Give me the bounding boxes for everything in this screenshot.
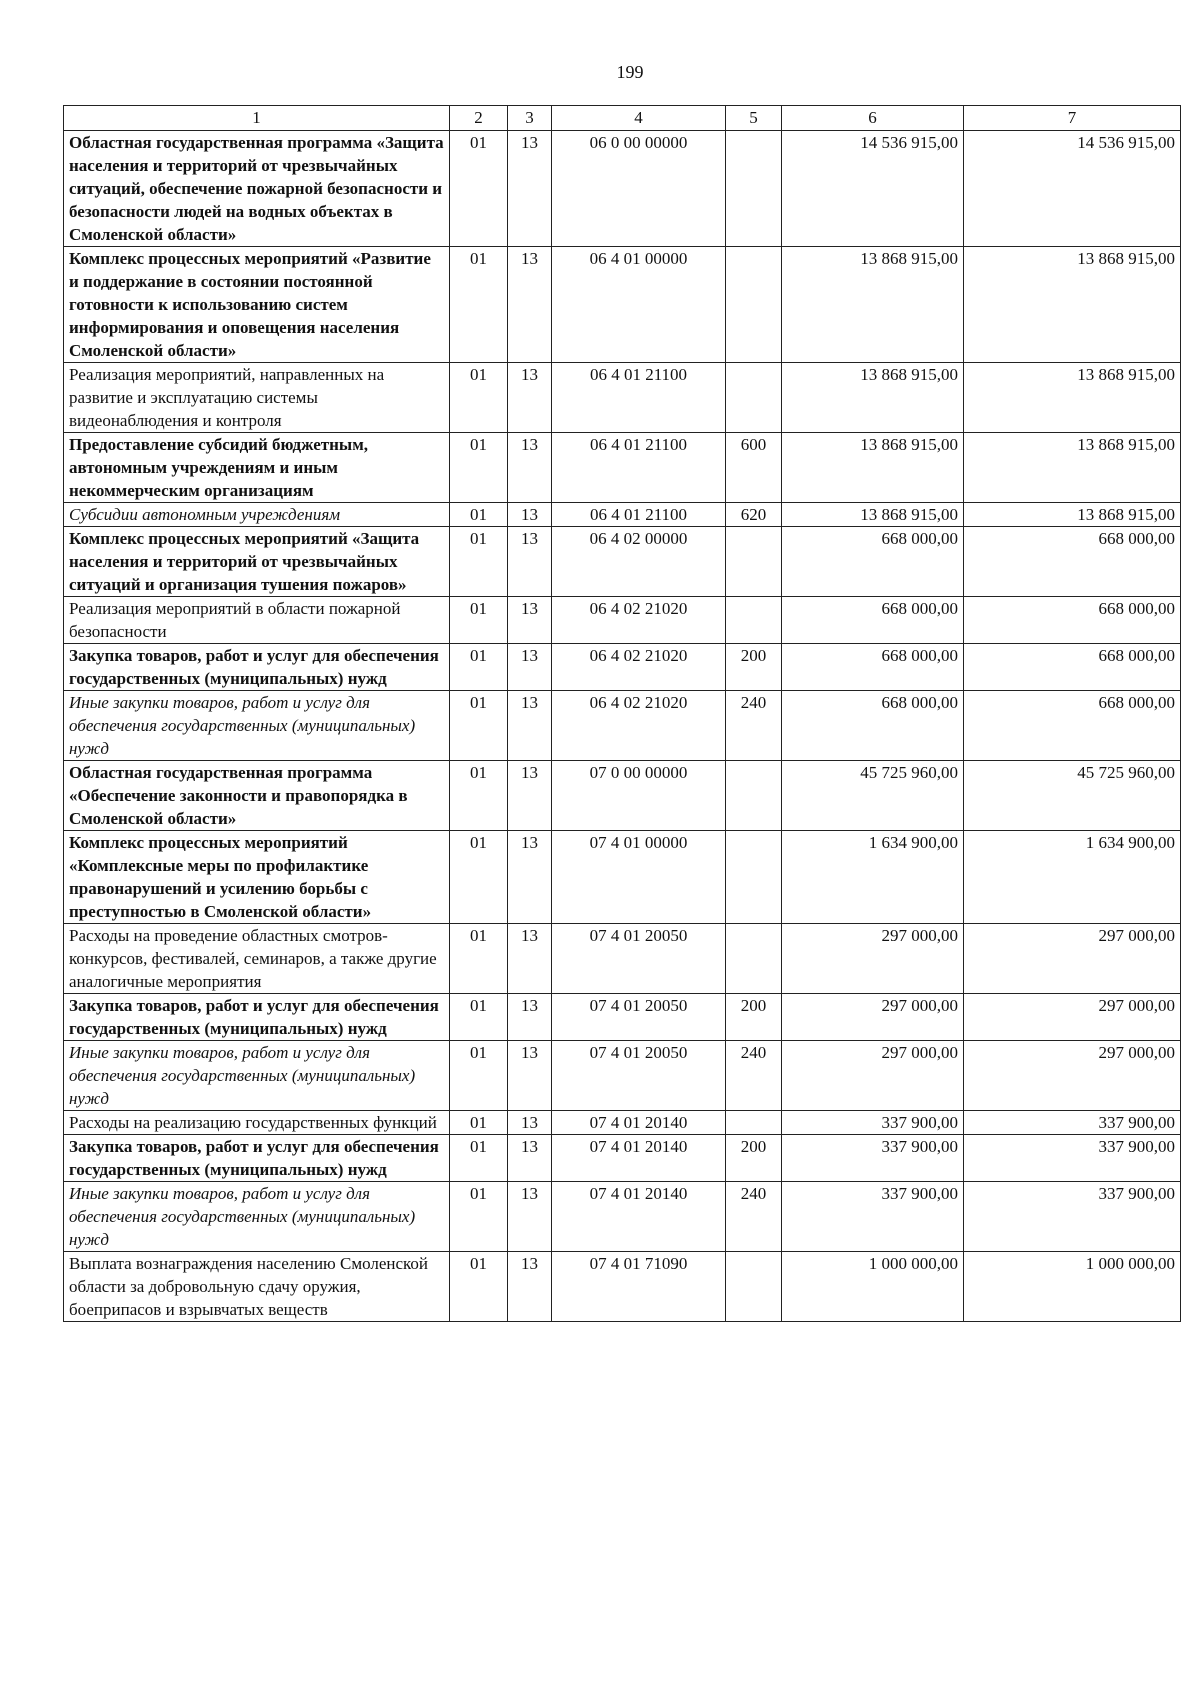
section-code-cell: 01	[450, 924, 508, 994]
expense-type-cell: 240	[726, 1041, 782, 1111]
row-name-cell: Субсидии автономным учреждениям	[64, 503, 450, 527]
budget-table	[63, 105, 1181, 1322]
amount-cell: 668 000,00	[782, 527, 964, 597]
target-article-cell: 06 4 02 21020	[552, 691, 726, 761]
expense-type-cell	[726, 1252, 782, 1322]
target-article-cell: 06 4 01 00000	[552, 247, 726, 363]
target-article-cell: 07 4 01 20050	[552, 1041, 726, 1111]
row-name-cell: Иные закупки товаров, работ и услуг для обеспечения государственных (муниципальных) нужд	[64, 1182, 450, 1252]
table-row	[64, 433, 1181, 503]
section-code-cell: 01	[450, 363, 508, 433]
target-article-cell: 06 4 02 21020	[552, 597, 726, 644]
table-row	[64, 924, 1181, 994]
subsection-code-cell: 13	[508, 363, 552, 433]
amount-cell: 668 000,00	[782, 597, 964, 644]
subsection-code-cell: 13	[508, 527, 552, 597]
section-code-cell: 01	[450, 1111, 508, 1135]
column-header: 1	[64, 106, 450, 131]
table-row	[64, 1041, 1181, 1111]
amount-cell: 1 000 000,00	[782, 1252, 964, 1322]
amount-cell: 1 634 900,00	[782, 831, 964, 924]
subsection-code-cell: 13	[508, 691, 552, 761]
table-row	[64, 247, 1181, 363]
table-row	[64, 1182, 1181, 1252]
table-row	[64, 1252, 1181, 1322]
amount-cell: 668 000,00	[782, 691, 964, 761]
table-row	[64, 1135, 1181, 1182]
amount-cell: 297 000,00	[782, 994, 964, 1041]
row-name-cell: Комплекс процессных мероприятий «Защита населения и территорий от чрезвычайных ситуаций и организация тушения пожаров»	[64, 527, 450, 597]
subsection-code-cell: 13	[508, 503, 552, 527]
row-name-cell: Реализация мероприятий, направленных на развитие и эксплуатацию системы видеонаблюдения и контроля	[64, 363, 450, 433]
subsection-code-cell: 13	[508, 1135, 552, 1182]
target-article-cell: 07 4 01 20140	[552, 1111, 726, 1135]
amount-cell: 14 536 915,00	[782, 131, 964, 247]
row-name-cell: Областная государственная программа «Защита населения и территорий от чрезвычайных ситуаций, обеспечение пожарной безопасности и безопасности людей на водных объектах в Смоленской области»	[64, 131, 450, 247]
target-article-cell: 07 4 01 20050	[552, 994, 726, 1041]
amount-cell: 337 900,00	[964, 1182, 1181, 1252]
subsection-code-cell: 13	[508, 994, 552, 1041]
expense-type-cell: 200	[726, 994, 782, 1041]
expense-type-cell: 600	[726, 433, 782, 503]
expense-type-cell	[726, 131, 782, 247]
amount-cell: 297 000,00	[782, 924, 964, 994]
section-code-cell: 01	[450, 644, 508, 691]
amount-cell: 13 868 915,00	[964, 433, 1181, 503]
target-article-cell: 06 4 02 21020	[552, 644, 726, 691]
expense-type-cell	[726, 1111, 782, 1135]
table-row	[64, 761, 1181, 831]
amount-cell: 1 634 900,00	[964, 831, 1181, 924]
subsection-code-cell: 13	[508, 924, 552, 994]
expense-type-cell	[726, 761, 782, 831]
target-article-cell: 07 4 01 20050	[552, 924, 726, 994]
row-name-cell: Областная государственная программа «Обеспечение законности и правопорядка в Смоленской области»	[64, 761, 450, 831]
amount-cell: 13 868 915,00	[782, 433, 964, 503]
subsection-code-cell: 13	[508, 761, 552, 831]
column-header: 5	[726, 106, 782, 131]
section-code-cell: 01	[450, 597, 508, 644]
table-row	[64, 1111, 1181, 1135]
section-code-cell: 01	[450, 761, 508, 831]
amount-cell: 337 900,00	[964, 1111, 1181, 1135]
subsection-code-cell: 13	[508, 1041, 552, 1111]
section-code-cell: 01	[450, 131, 508, 247]
amount-cell: 297 000,00	[964, 924, 1181, 994]
table-row	[64, 503, 1181, 527]
target-article-cell: 07 4 01 71090	[552, 1252, 726, 1322]
amount-cell: 13 868 915,00	[964, 503, 1181, 527]
amount-cell: 668 000,00	[964, 644, 1181, 691]
table-row	[64, 597, 1181, 644]
row-name-cell: Расходы на реализацию государственных функций	[64, 1111, 450, 1135]
column-header: 2	[450, 106, 508, 131]
subsection-code-cell: 13	[508, 1111, 552, 1135]
section-code-cell: 01	[450, 831, 508, 924]
amount-cell: 668 000,00	[964, 597, 1181, 644]
table-row	[64, 131, 1181, 247]
amount-cell: 337 900,00	[964, 1135, 1181, 1182]
section-code-cell: 01	[450, 433, 508, 503]
amount-cell: 13 868 915,00	[782, 363, 964, 433]
table-row	[64, 831, 1181, 924]
amount-cell: 297 000,00	[964, 1041, 1181, 1111]
subsection-code-cell: 13	[508, 247, 552, 363]
amount-cell: 45 725 960,00	[964, 761, 1181, 831]
amount-cell: 13 868 915,00	[782, 503, 964, 527]
table-row	[64, 644, 1181, 691]
subsection-code-cell: 13	[508, 131, 552, 247]
section-code-cell: 01	[450, 527, 508, 597]
row-name-cell: Расходы на проведение областных смотров-конкурсов, фестивалей, семинаров, а также другие аналогичные мероприятия	[64, 924, 450, 994]
section-code-cell: 01	[450, 503, 508, 527]
table-row	[64, 363, 1181, 433]
target-article-cell: 07 0 00 00000	[552, 761, 726, 831]
expense-type-cell	[726, 527, 782, 597]
amount-cell: 668 000,00	[782, 644, 964, 691]
section-code-cell: 01	[450, 1135, 508, 1182]
expense-type-cell	[726, 924, 782, 994]
table-row	[64, 691, 1181, 761]
amount-cell: 14 536 915,00	[964, 131, 1181, 247]
amount-cell: 1 000 000,00	[964, 1252, 1181, 1322]
subsection-code-cell: 13	[508, 831, 552, 924]
subsection-code-cell: 13	[508, 1252, 552, 1322]
expense-type-cell: 200	[726, 1135, 782, 1182]
column-header: 6	[782, 106, 964, 131]
row-name-cell: Закупка товаров, работ и услуг для обеспечения государственных (муниципальных) нужд	[64, 1135, 450, 1182]
target-article-cell: 06 4 01 21100	[552, 503, 726, 527]
amount-cell: 297 000,00	[964, 994, 1181, 1041]
subsection-code-cell: 13	[508, 1182, 552, 1252]
amount-cell: 45 725 960,00	[782, 761, 964, 831]
target-article-cell: 06 4 02 00000	[552, 527, 726, 597]
expense-type-cell: 240	[726, 1182, 782, 1252]
amount-cell: 13 868 915,00	[964, 247, 1181, 363]
column-header: 7	[964, 106, 1181, 131]
subsection-code-cell: 13	[508, 433, 552, 503]
expense-type-cell: 200	[726, 644, 782, 691]
subsection-code-cell: 13	[508, 597, 552, 644]
section-code-cell: 01	[450, 1252, 508, 1322]
row-name-cell: Выплата вознаграждения населению Смоленской области за добровольную сдачу оружия, боеприпасов и взрывчатых веществ	[64, 1252, 450, 1322]
section-code-cell: 01	[450, 1182, 508, 1252]
expense-type-cell	[726, 597, 782, 644]
page-number: 199	[616, 62, 644, 82]
expense-type-cell	[726, 363, 782, 433]
amount-cell: 337 900,00	[782, 1111, 964, 1135]
row-name-cell: Иные закупки товаров, работ и услуг для обеспечения государственных (муниципальных) нужд	[64, 1041, 450, 1111]
table-row	[64, 527, 1181, 597]
amount-cell: 13 868 915,00	[782, 247, 964, 363]
row-name-cell: Предоставление субсидий бюджетным, автономным учреждениям и иным некоммерческим организациям	[64, 433, 450, 503]
column-header: 3	[508, 106, 552, 131]
row-name-cell: Иные закупки товаров, работ и услуг для обеспечения государственных (муниципальных) нужд	[64, 691, 450, 761]
target-article-cell: 06 0 00 00000	[552, 131, 726, 247]
row-name-cell: Закупка товаров, работ и услуг для обеспечения государственных (муниципальных) нужд	[64, 994, 450, 1041]
row-name-cell: Комплекс процессных мероприятий «Развитие и поддержание в состоянии постоянной готовности к использованию систем информирования и оповещения населения Смоленской области»	[64, 247, 450, 363]
row-name-cell: Комплекс процессных мероприятий «Комплексные меры по профилактике правонарушений и усилению борьбы с преступностью в Смоленской области»	[64, 831, 450, 924]
subsection-code-cell: 13	[508, 644, 552, 691]
table-row	[64, 994, 1181, 1041]
row-name-cell: Закупка товаров, работ и услуг для обеспечения государственных (муниципальных) нужд	[64, 644, 450, 691]
table-body	[64, 131, 1181, 1322]
header-row	[64, 106, 1181, 131]
section-code-cell: 01	[450, 1041, 508, 1111]
section-code-cell: 01	[450, 994, 508, 1041]
section-code-cell: 01	[450, 247, 508, 363]
section-code-cell: 01	[450, 691, 508, 761]
target-article-cell: 06 4 01 21100	[552, 433, 726, 503]
target-article-cell: 06 4 01 21100	[552, 363, 726, 433]
amount-cell: 668 000,00	[964, 691, 1181, 761]
amount-cell: 668 000,00	[964, 527, 1181, 597]
target-article-cell: 07 4 01 20140	[552, 1182, 726, 1252]
amount-cell: 297 000,00	[782, 1041, 964, 1111]
amount-cell: 337 900,00	[782, 1135, 964, 1182]
target-article-cell: 07 4 01 20140	[552, 1135, 726, 1182]
expense-type-cell	[726, 831, 782, 924]
amount-cell: 13 868 915,00	[964, 363, 1181, 433]
target-article-cell: 07 4 01 00000	[552, 831, 726, 924]
amount-cell: 337 900,00	[782, 1182, 964, 1252]
row-name-cell: Реализация мероприятий в области пожарной безопасности	[64, 597, 450, 644]
expense-type-cell	[726, 247, 782, 363]
column-header: 4	[552, 106, 726, 131]
expense-type-cell: 240	[726, 691, 782, 761]
expense-type-cell: 620	[726, 503, 782, 527]
